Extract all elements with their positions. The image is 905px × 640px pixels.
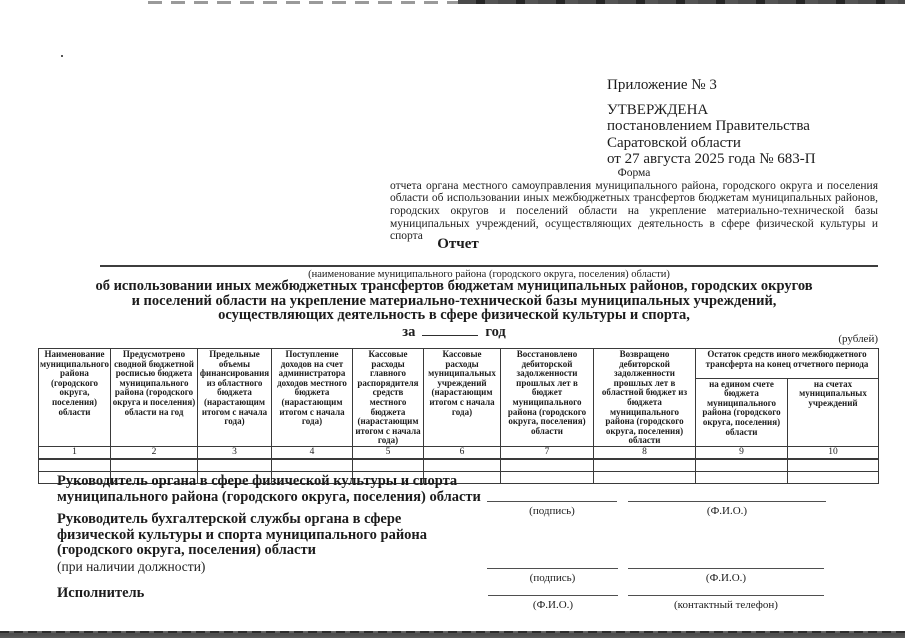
signature-line: [487, 501, 617, 502]
col-header-10: на счетах муниципальных учреждений: [788, 378, 879, 446]
municipality-name-caption: (наименование муниципального района (городского округа, поселения) области): [308, 269, 670, 280]
signature-caption: (подпись): [529, 572, 576, 584]
executor-label: Исполнитель: [57, 585, 145, 601]
column-number: 4: [272, 446, 353, 459]
subtitle-line: и поселений области на укрепление материально-технической базы муниципальных учреждений,: [131, 292, 777, 309]
empty-cell: [594, 471, 696, 483]
approved-title: УТВЕРЖДЕНА: [607, 101, 709, 118]
approved-line: постановлением Правительства: [607, 118, 810, 134]
column-number: 6: [424, 446, 501, 459]
fio-line: [628, 568, 824, 569]
col-header-2: Предусмотрено сводной бюджетной росписью бюджета муниципального района (городского округа и поселения) области на год: [111, 349, 198, 447]
label-line: (городского округа, поселения) области: [57, 542, 316, 559]
municipality-name-blank-line: [100, 251, 878, 267]
appendix-number: Приложение № 3: [607, 77, 717, 93]
fio-caption: (Ф.И.О.): [706, 505, 748, 517]
col-header-3: Предельные объемы финансирования из областного бюджета (нарастающим итогом с начала года): [198, 349, 272, 447]
empty-cell: [39, 459, 111, 472]
subtitle-line: осуществляющих деятельность в сфере физической культуры и спорта,: [218, 307, 690, 324]
column-number: 5: [353, 446, 424, 459]
report-title: Отчет: [437, 236, 479, 252]
head-of-sport-authority-label: [57, 474, 481, 505]
empty-data-row: [39, 459, 879, 472]
label-line: муниципального района (городского округа, поселения) области: [57, 488, 481, 505]
empty-cell: [198, 459, 272, 472]
if-position-exists-note: (при наличии должности): [57, 558, 206, 574]
label-line: Руководитель бухгалтерской службы органа в сфере: [57, 511, 402, 527]
approved-line: от 27 августа 2025 года № 683-П: [607, 151, 816, 167]
scan-speck: [61, 55, 63, 57]
label-line: Руководитель органа в сфере физической культуры и спорта: [57, 473, 458, 489]
empty-cell: [501, 471, 594, 483]
year-blank-line: [422, 323, 478, 336]
column-number: 10: [788, 446, 879, 459]
head-of-accounting-label: [57, 512, 427, 574]
form-description-block: [390, 167, 878, 243]
scan-artifact-bottom: [0, 631, 905, 638]
report-table: [38, 348, 879, 484]
scan-artifact-top-dark: [458, 0, 905, 4]
col-header-1: Наименование муниципального района (городского округа, поселения) области: [39, 349, 111, 447]
signature-line: [487, 568, 618, 569]
col-header-6: Кассовые расходы муниципальных учреждений (нарастающим итогом с начала года): [424, 349, 501, 447]
fio-caption: (Ф.И.О.): [532, 599, 574, 611]
fio-caption: (Ф.И.О.): [705, 572, 747, 584]
column-number: 8: [594, 446, 696, 459]
col-header-group-remainder: Остаток средств иного межбюджетного трансферта на конец отчетного периода: [696, 349, 879, 379]
empty-cell: [788, 459, 879, 472]
approved-line: Саратовской области: [607, 134, 741, 151]
column-number: 9: [696, 446, 788, 459]
fio-line: [488, 595, 618, 596]
year-prefix: за: [402, 323, 416, 340]
empty-cell: [788, 471, 879, 483]
empty-cell: [594, 459, 696, 472]
phone-caption: (контактный телефон): [674, 599, 778, 611]
form-description: отчета органа местного самоуправления муниципального района, городского округа и поселения области об использовании иных межбюджетных трансфертов бюджетам муниципальных районов, городских округов и поселений области на укрепление материально-технической базы муниципальных учреждений, осуществляющих деятельность в сфере физической культуры и спорта: [390, 179, 878, 243]
empty-cell: [424, 459, 501, 472]
phone-line: [628, 595, 824, 596]
empty-cell: [501, 459, 594, 472]
column-number: 2: [111, 446, 198, 459]
empty-cell: [696, 471, 788, 483]
label-line: физической культуры и спорта муниципального района: [57, 526, 428, 543]
column-number: 7: [501, 446, 594, 459]
form-label: Форма: [617, 167, 651, 179]
year-suffix: год: [485, 323, 506, 340]
column-number-row: [39, 446, 879, 459]
col-header-5: Кассовые расходы главного распорядителя средств местного бюджета (нарастающим итогом с начала года): [353, 349, 424, 447]
approval-block: [607, 77, 816, 168]
scan-artifact-top-light: [148, 1, 458, 4]
col-header-8: Возвращено дебиторской задолженности прошлых лет в областной бюджет из бюджета муниципального района (городского округа, поселения) области: [594, 349, 696, 447]
empty-cell: [272, 459, 353, 472]
fio-line: [628, 501, 826, 502]
column-number: 1: [39, 446, 111, 459]
empty-cell: [353, 459, 424, 472]
column-number: 3: [198, 446, 272, 459]
empty-cell: [696, 459, 788, 472]
col-header-4: Поступление доходов на счет администратора доходов местного бюджета (нарастающим итогом с начала года): [272, 349, 353, 447]
signature-caption: (подпись): [529, 505, 575, 517]
col-header-9: на едином счете бюджета муниципального района (городского округа, поселения) области: [696, 378, 788, 446]
col-header-7: Восстановлено дебиторской задолженности прошлых лет в бюджет муниципального района (городского округа, поселения) области: [501, 349, 594, 447]
units-note: (рублей): [838, 333, 878, 345]
report-subtitle: [30, 279, 878, 339]
empty-cell: [111, 459, 198, 472]
subtitle-line: об использовании иных межбюджетных трансфертов бюджетам муниципальных районов, городских округов: [95, 278, 813, 294]
